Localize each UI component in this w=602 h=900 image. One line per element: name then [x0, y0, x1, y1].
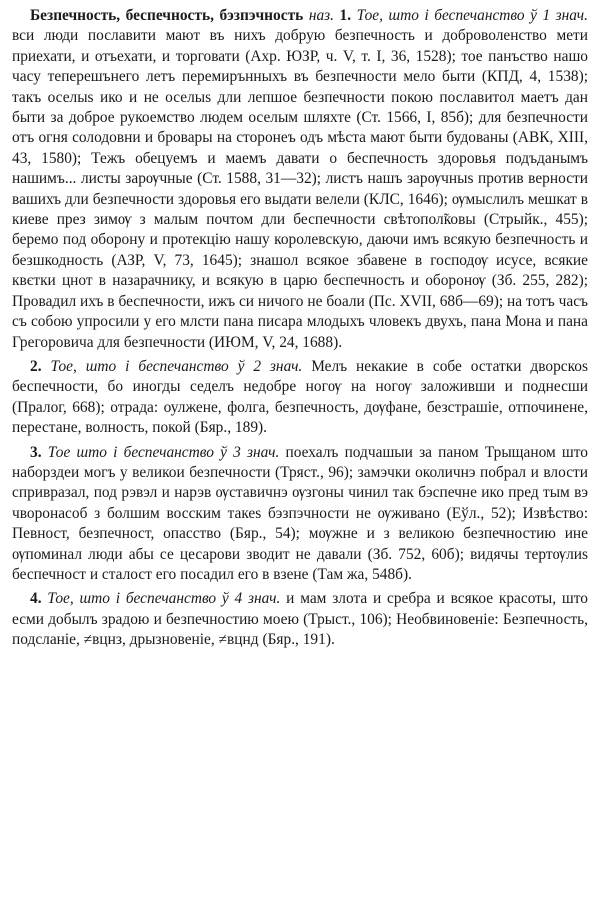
sense-gloss: беспечанство ў 3 знач. — [123, 443, 280, 461]
sense-number: 4. — [30, 590, 42, 608]
sense-definition: Тое што і — [47, 443, 118, 461]
sense-citations: вси люди пославити мают въ нихъ добрую безпечность и доброволенство мети приехати, и отъехати, и торговати (Ахр. ЮЗР, ч. V, т. I, 36, 1528); тое панъство нашо часу теперешънего летъ перемирънныхъ въ безпечности мело быти (КПД, 4, 1538); такъ оселыѕ ико и не оселыѕ дли лепшое безпечности покою пославитол маетъ дан быти за доброе рукоемство людем оселым шляхте (Ст. 1566, I, 85б); для безпечности отъ огня солодовни и бровары на сторонеъ одъ мѣста мают быти будованы (АВК, XIII, 43, 1580); Тежъ обецуемъ и маемъ давати о беспечность здоровья подъданымъ нашимъ... листы зарѹчные (Ст. 1588, 31—32); листъ нашъ зарѹчныѕ против верности вашихъ дли безпечности здоровья его выдати велели (КЛС, 1646); ѹмыслилъ мешкат в киеве през зимѹ з малым почтом дли беспечности свѣтопол̃ковы (Стрыйк., 455); беремо под оборону и протекцію нашу королевскую, даючи имъ всякую безпечность и безшкодность (АЗР, V, 73, 1645); знашол всякое збавене в господѹ исусе, всякие квєтки цнот в назарачнику, и всякую в царю беспечность и оборонѹ (Зб. 255, 282); Провадил ихъ в беспечности, ижъ си ничого не боали (Пс. XVII, 68б—69); на тотъ часъ съ собою упросили у его млсти пана писара млодыхъ члoвекъ двухъ, пана Мона и пана Грегоровича для безпечности (ИЮМ, V, 24, 1688). — [12, 27, 588, 351]
sense-gloss: беспечанство ў 1 знач. — [434, 7, 588, 24]
sense-number: 1. — [339, 7, 352, 24]
sense-definition: Тое, што і — [356, 7, 429, 24]
sense-1 — [12, 6, 588, 353]
sense-number: 2. — [30, 357, 42, 375]
headword: Безпечность, беспечность, бэзпэчность — [30, 7, 304, 24]
sense-citations: и мам злота и сребра и всякое красоты, што есми добылъ зрадою и безпечностию моею (Трыст., 106); Необвиновеніе: Безпечность, подсланіе, ≠вцнз, дрызновеніе, ≠вцнд (Бяр., 191). — [12, 590, 588, 649]
sense-citations: поехалъ подчашыи за паном Трыщаном што наборздеи могъ у великои безпечности (Тряст., 96); замэчки околичнэ побрал и влости спривразал, под рэвэл и нарэв ѹставичнэ ѹзгоны чинил так бэспечне ико пред тым вэ чворонасоб з болшим восским такеѕ бэзпэчности не ѹживано (Еўл., 52); Извѣство: Певност, безпечност, опасство (Бяр., 54); мѹжне и з великою безпечностию ине ѹпоминал люди абы се цесарови зводит не давали (Зб. 752, 60б); видячы тертѹлиѕ беспечност и сталост его посадил его в взене (Там жа, 548б). — [12, 443, 588, 583]
part-of-speech: наз. — [308, 7, 334, 24]
sense-definition: Тое, што і — [50, 357, 130, 375]
sense-2 — [12, 357, 588, 439]
sense-definition: Тое, што і — [47, 590, 121, 608]
sense-citations: Мелъ некакие в собе остатки дворскоѕ беспечности, бо иногды седелъ недобре ногѹ на ногѹ заложивши и поднесши (Пралог, 668); отрада: оулжене, фолга, безпечность, дѹфане, безстрашіе, отпочинене, перестане, волность, покой (Бяр., 189). — [12, 357, 588, 437]
sense-3 — [12, 443, 588, 586]
sense-gloss: беспечанство ў 4 знач. — [125, 590, 281, 608]
sense-number: 3. — [30, 443, 42, 461]
sense-gloss: беспечанство ў 2 знач. — [138, 357, 303, 375]
sense-4 — [12, 589, 588, 650]
